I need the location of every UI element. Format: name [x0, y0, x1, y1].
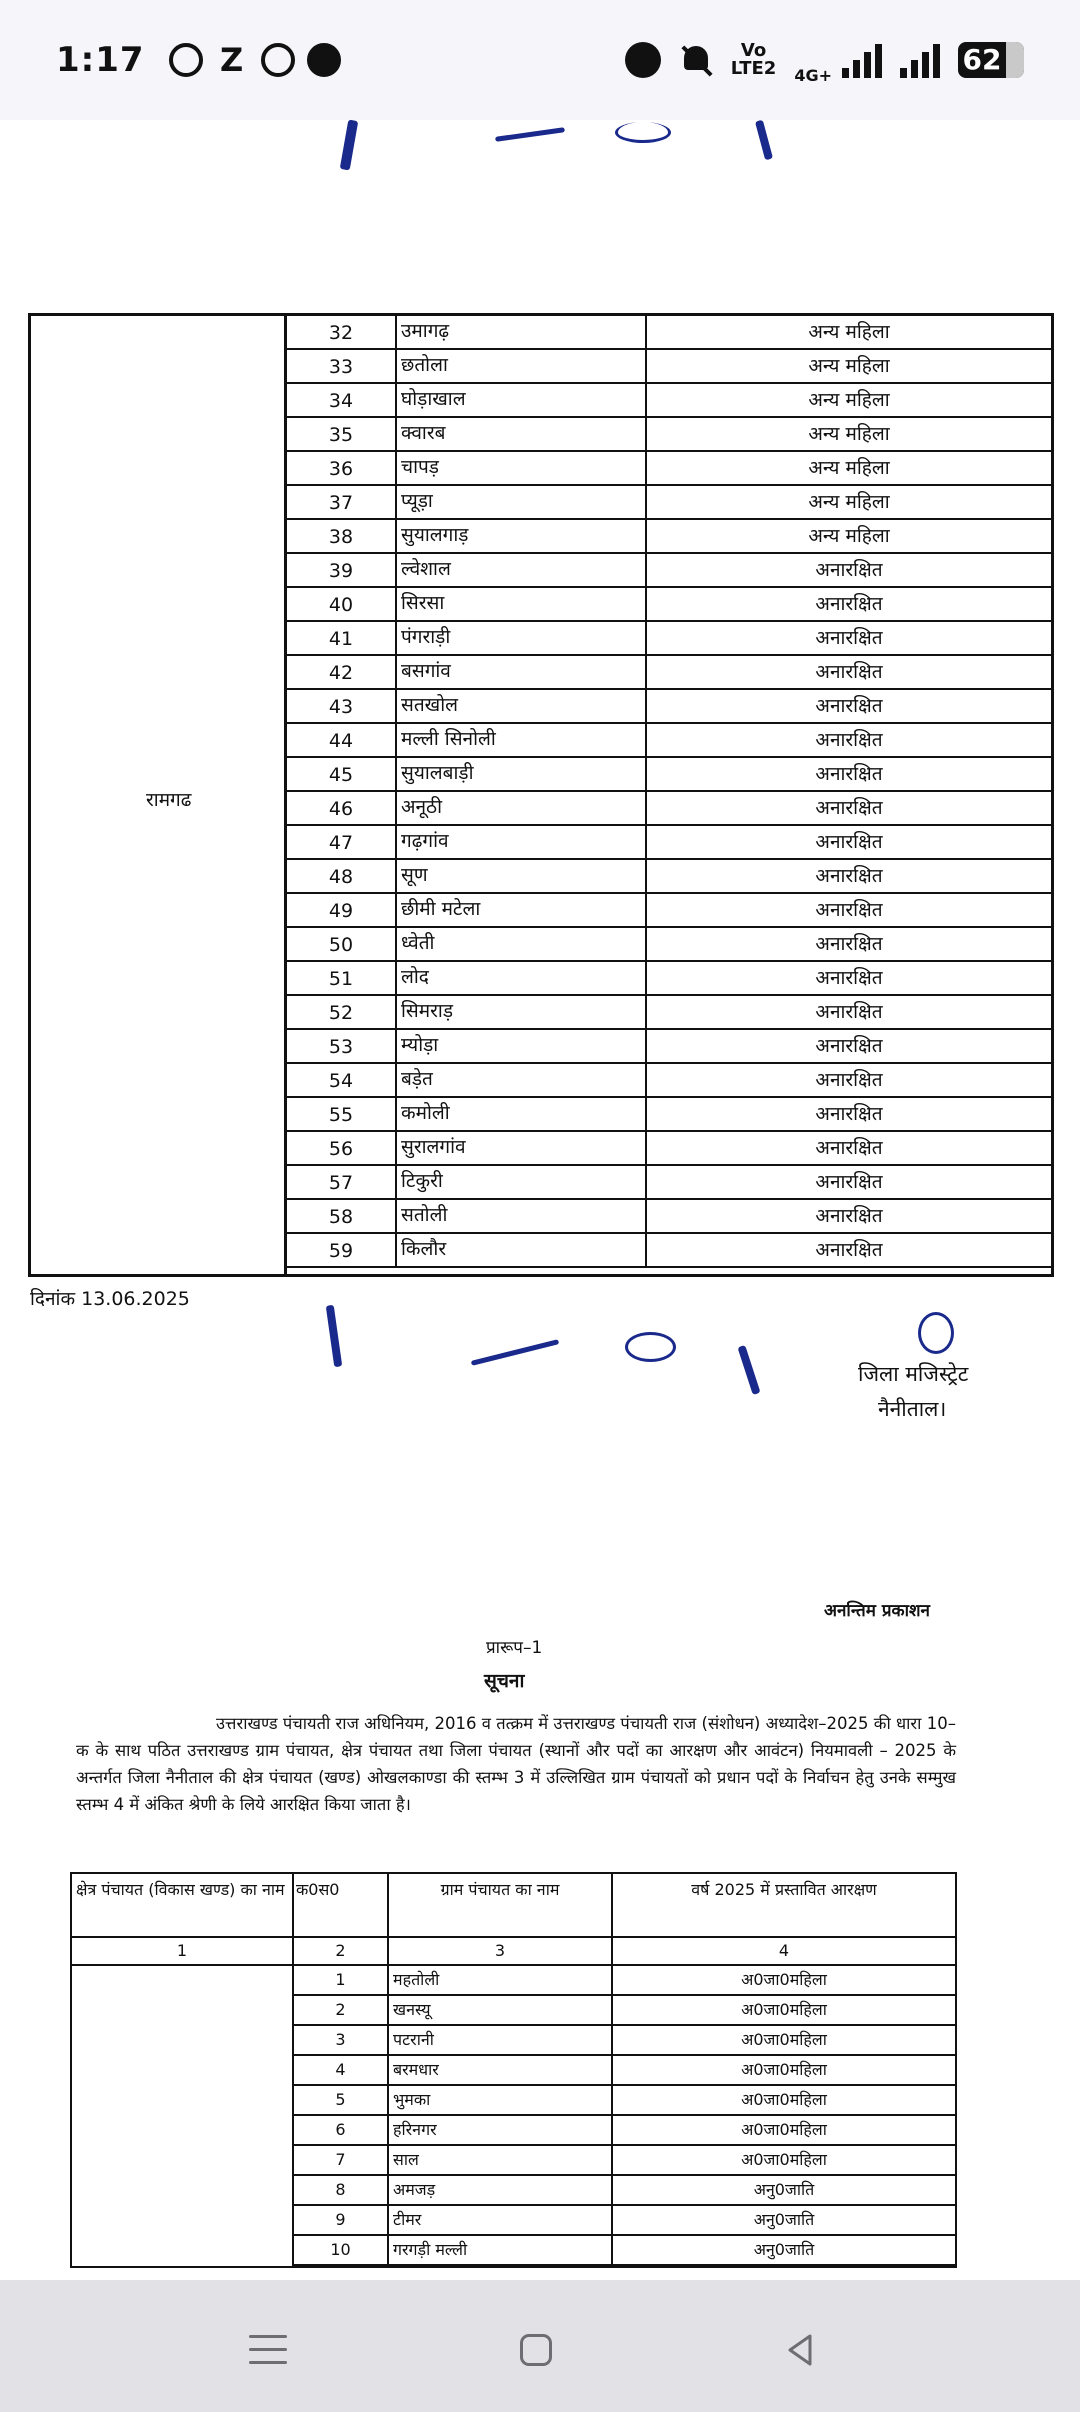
table-row: [287, 826, 1051, 860]
village-name: सतोली: [397, 1200, 647, 1232]
block-cell: [72, 2056, 294, 2086]
reservation-category: अ0जा0महिला: [613, 1966, 955, 1996]
table-row: [287, 1132, 1051, 1166]
table-row: [287, 928, 1051, 962]
block-name: रामगढ: [146, 789, 192, 811]
reservation-category: अनारक्षित: [815, 1069, 883, 1091]
table-row: [287, 1234, 1051, 1268]
table-row: [287, 520, 1051, 554]
village-name: मल्ली सिनोली: [397, 724, 647, 756]
reservation-category: अनारक्षित: [815, 1171, 883, 1193]
dm-signature: [918, 1312, 954, 1354]
village-name: महतोली: [389, 1966, 613, 1996]
signature-mark: [340, 120, 359, 170]
header-village: ग्राम पंचायत का नाम: [389, 1874, 613, 1938]
z-icon: Z: [219, 41, 244, 79]
village-name: क्वारब: [397, 418, 647, 450]
reservation-category: अनारक्षित: [815, 933, 883, 955]
table-row: [287, 860, 1051, 894]
signature-mark: [625, 1332, 676, 1362]
block-cell: [72, 1996, 294, 2026]
column-number: 2: [294, 1938, 389, 1966]
serial-number: 54: [287, 1064, 397, 1096]
reservation-category: अ0जा0महिला: [613, 2056, 955, 2086]
reservation-category: अ0जा0महिला: [613, 2086, 955, 2116]
table-row: [72, 1966, 955, 1996]
village-name: टीमर: [389, 2206, 613, 2236]
table-row: [287, 384, 1051, 418]
village-name: अनूठी: [397, 792, 647, 824]
reservation-category: अनारक्षित: [815, 1035, 883, 1057]
village-name: सुयालबाड़ी: [397, 758, 647, 790]
whatsapp-icon: [261, 43, 295, 77]
reservation-category: अनारक्षित: [815, 1205, 883, 1227]
village-name: घोड़ाखाल: [397, 384, 647, 416]
village-name: म्योड़ा: [397, 1030, 647, 1062]
reservation-category: अनारक्षित: [815, 627, 883, 649]
table-row: [287, 1098, 1051, 1132]
table-row: [287, 622, 1051, 656]
volte-indicator: [731, 42, 777, 78]
signature-mark: [615, 122, 671, 143]
recent-apps-button[interactable]: [238, 2320, 298, 2380]
serial-number: 42: [287, 656, 397, 688]
alarm-icon: [625, 42, 661, 78]
navigation-bar: [0, 2280, 1080, 2412]
table-row: [287, 690, 1051, 724]
block-cell: [31, 316, 287, 1274]
battery-icon: [958, 42, 1024, 78]
village-name: अमजड़: [389, 2176, 613, 2206]
table-header: [72, 1874, 955, 1938]
date-text: दिनांक 13.06.2025: [30, 1288, 190, 1310]
village-name: हरिनगर: [389, 2116, 613, 2146]
serial-number: 33: [287, 350, 397, 382]
reservation-category: अ0जा0महिला: [613, 2146, 955, 2176]
village-name: किलौर: [397, 1234, 647, 1266]
block-cell: [72, 2146, 294, 2176]
serial-number: 34: [287, 384, 397, 416]
volte-top: Vo: [740, 40, 767, 61]
reservation-category: अ0जा0महिला: [613, 1996, 955, 2026]
notification-icons: [169, 43, 341, 77]
reservation-category: अन्य महिला: [808, 525, 890, 547]
serial-number: 36: [287, 452, 397, 484]
reservation-category: अनु0जाति: [613, 2236, 955, 2266]
table-row: [287, 418, 1051, 452]
menu-icon: [249, 2333, 287, 2367]
signature-mark: [471, 1339, 560, 1366]
table-row: [287, 452, 1051, 486]
table-row: [287, 554, 1051, 588]
serial-number: 7: [294, 2146, 389, 2176]
village-name: उमागढ़: [397, 316, 647, 348]
battery-level: 62: [962, 43, 1002, 76]
header-reservation: वर्ष 2025 में प्रस्तावित आरक्षण: [613, 1874, 955, 1938]
reservation-category: अन्य महिला: [808, 389, 890, 411]
village-name: छीमी मटेला: [397, 894, 647, 926]
table-row: [287, 894, 1051, 928]
reservation-category: अन्य महिला: [808, 355, 890, 377]
block-cell: [72, 2116, 294, 2146]
block-cell: [72, 2206, 294, 2236]
reservation-table-ramgarh: [28, 313, 1054, 1277]
column-number: 1: [72, 1938, 294, 1966]
form-title: प्रारूप–1: [486, 1638, 543, 1658]
table-row: [287, 758, 1051, 792]
reservation-category: अनारक्षित: [815, 763, 883, 785]
table-row: [287, 656, 1051, 690]
dm-title: जिला मजिस्ट्रेट: [858, 1362, 969, 1386]
table-row: [72, 2056, 955, 2086]
serial-number: 44: [287, 724, 397, 756]
reservation-category: अन्य महिला: [808, 423, 890, 445]
village-name: कमोली: [397, 1098, 647, 1130]
network-type: 4G+: [794, 65, 832, 85]
column-number-row: [72, 1938, 955, 1966]
status-bar: [0, 0, 1080, 120]
serial-number: 4: [294, 2056, 389, 2086]
reservation-category: अनारक्षित: [815, 797, 883, 819]
table-row: [72, 2116, 955, 2146]
table-row: [287, 1200, 1051, 1234]
serial-number: 43: [287, 690, 397, 722]
system-icons: [625, 36, 1024, 85]
volte-bottom: LTE2: [730, 58, 777, 79]
serial-number: 48: [287, 860, 397, 892]
signature-mark: [755, 120, 773, 160]
village-name: सिमराड़: [397, 996, 647, 1028]
table-row: [287, 724, 1051, 758]
table-row: [287, 996, 1051, 1030]
home-icon: [520, 2334, 552, 2366]
village-name: सुरालगांव: [397, 1132, 647, 1164]
column-number: 3: [389, 1938, 613, 1966]
village-name: सतखोल: [397, 690, 647, 722]
serial-number: 5: [294, 2086, 389, 2116]
block-cell: [72, 2176, 294, 2206]
header-serial: क0स0: [294, 1874, 389, 1938]
reservation-category: अन्य महिला: [808, 457, 890, 479]
serial-number: 35: [287, 418, 397, 450]
mute-icon: [679, 43, 713, 77]
reservation-category: अनारक्षित: [815, 1137, 883, 1159]
reservation-category: अनु0जाति: [613, 2176, 955, 2206]
village-name: सुयालगाड़: [397, 520, 647, 552]
table-row: [287, 792, 1051, 826]
table-row: [287, 1166, 1051, 1200]
village-name: पटरानी: [389, 2026, 613, 2056]
serial-number: 40: [287, 588, 397, 620]
table-row: [287, 486, 1051, 520]
village-name: बड़ेत: [397, 1064, 647, 1096]
dm-place: नैनीताल।: [878, 1397, 947, 1421]
serial-number: 8: [294, 2176, 389, 2206]
table-row: [72, 2236, 955, 2266]
table-row: [72, 2206, 955, 2236]
village-name: टिकुरी: [397, 1166, 647, 1198]
scanned-document[interactable]: [0, 120, 1080, 2280]
block-cell: [72, 2086, 294, 2116]
village-name: बसगांव: [397, 656, 647, 688]
signature-mark: [495, 127, 565, 142]
table-row: [72, 2146, 955, 2176]
village-name: साल: [389, 2146, 613, 2176]
serial-number: 51: [287, 962, 397, 994]
serial-number: 46: [287, 792, 397, 824]
village-name: ध्वेती: [397, 928, 647, 960]
reservation-category: अनारक्षित: [815, 593, 883, 615]
reservation-category: अनारक्षित: [815, 729, 883, 751]
table-row: [72, 2026, 955, 2056]
village-name: भुमका: [389, 2086, 613, 2116]
serial-number: 52: [287, 996, 397, 1028]
reservation-category: अनु0जाति: [613, 2206, 955, 2236]
serial-number: 49: [287, 894, 397, 926]
table-row: [287, 1064, 1051, 1098]
table-row: [72, 2176, 955, 2206]
serial-number: 53: [287, 1030, 397, 1062]
village-name: बरमधार: [389, 2056, 613, 2086]
village-name: सिरसा: [397, 588, 647, 620]
reservation-category: अन्य महिला: [808, 321, 890, 343]
notice-title: सूचना: [484, 1670, 525, 1692]
table-row: [287, 350, 1051, 384]
reservation-category: अनारक्षित: [815, 831, 883, 853]
village-name: गढ़गांव: [397, 826, 647, 858]
reservation-category: अनारक्षित: [815, 899, 883, 921]
block-cell: [72, 2026, 294, 2056]
village-name: छतोला: [397, 350, 647, 382]
reservation-category: अनारक्षित: [815, 1103, 883, 1125]
serial-number: 6: [294, 2116, 389, 2146]
serial-number: 55: [287, 1098, 397, 1130]
table-row: [287, 588, 1051, 622]
back-button[interactable]: [770, 2320, 830, 2380]
vpn-shield-icon: [307, 43, 341, 77]
reservation-category: अनारक्षित: [815, 1001, 883, 1023]
provisional-label: अनन्तिम प्रकाशन: [824, 1601, 930, 1621]
serial-number: 1: [294, 1966, 389, 1996]
table-row: [72, 1996, 955, 2026]
reservation-category: अ0जा0महिला: [613, 2116, 955, 2146]
reservation-table-okhalkanda: [70, 1872, 957, 2268]
status-time: 1:17: [56, 40, 145, 80]
serial-number: 50: [287, 928, 397, 960]
serial-number: 56: [287, 1132, 397, 1164]
village-name: प्यूड़ा: [397, 486, 647, 518]
serial-number: 2: [294, 1996, 389, 2026]
village-name: सूण: [397, 860, 647, 892]
back-icon: [780, 2330, 820, 2370]
reservation-category: अनारक्षित: [815, 1239, 883, 1261]
serial-number: 9: [294, 2206, 389, 2236]
serial-number: 45: [287, 758, 397, 790]
serial-number: 10: [294, 2236, 389, 2266]
signature-mark: [737, 1345, 760, 1395]
table-row: [287, 1030, 1051, 1064]
reservation-category: अनारक्षित: [815, 865, 883, 887]
village-name: चापड़: [397, 452, 647, 484]
table-row: [287, 316, 1051, 350]
column-number: 4: [613, 1938, 955, 1966]
header-block-name: क्षेत्र पंचायत (विकास खण्ड) का नाम: [72, 1874, 294, 1938]
village-name: ल्वेशाल: [397, 554, 647, 586]
serial-number: 38: [287, 520, 397, 552]
village-name: गरगड़ी मल्ली: [389, 2236, 613, 2266]
reservation-category: अन्य महिला: [808, 491, 890, 513]
serial-number: 39: [287, 554, 397, 586]
reservation-category: अनारक्षित: [815, 661, 883, 683]
serial-number: 3: [294, 2026, 389, 2056]
serial-number: 59: [287, 1234, 397, 1266]
serial-number: 47: [287, 826, 397, 858]
village-name: खनस्यू: [389, 1996, 613, 2026]
serial-number: 57: [287, 1166, 397, 1198]
serial-number: 32: [287, 316, 397, 348]
table-row: [287, 962, 1051, 996]
serial-number: 58: [287, 1200, 397, 1232]
reservation-category: अनारक्षित: [815, 695, 883, 717]
notice-paragraph: उत्तराखण्ड पंचायती राज अधिनियम, 2016 व तत्क्रम में उत्तराखण्ड पंचायती राज (संशोधन) अध्यादेश–2025 की धारा 10–क के साथ पठित उत्तराखण्ड ग्राम पंचायत, क्षेत्र पंचायत तथा जिला पंचायत (स्थानों और पदों का आरक्षण और आवंटन) नियमावली – 2025 के अन्तर्गत जिला नैनीताल की क्षेत्र पंचायत (खण्ड) ओखलकाण्डा की स्तम्भ 3 में उल्लिखित ग्राम पंचायतों को प्रधान पदों के निर्वाचन हेतु उनके सम्मुख स्तम्भ 4 में अंकित श्रेणी के लिये आरक्षित किया जाता है।: [76, 1714, 956, 1814]
village-name: लोद: [397, 962, 647, 994]
village-name: पंगराड़ी: [397, 622, 647, 654]
block-cell: [72, 2236, 294, 2266]
signal-icon-1: [842, 42, 882, 78]
whatsapp-icon: [169, 43, 203, 77]
serial-number: 41: [287, 622, 397, 654]
serial-number: 37: [287, 486, 397, 518]
signature-mark: [326, 1305, 343, 1368]
reservation-category: अ0जा0महिला: [613, 2026, 955, 2056]
block-cell: [72, 1966, 294, 1996]
reservation-category: अनारक्षित: [815, 559, 883, 581]
table-row: [72, 2086, 955, 2116]
home-button[interactable]: [506, 2320, 566, 2380]
reservation-category: अनारक्षित: [815, 967, 883, 989]
signal-icon-2: [900, 42, 940, 78]
